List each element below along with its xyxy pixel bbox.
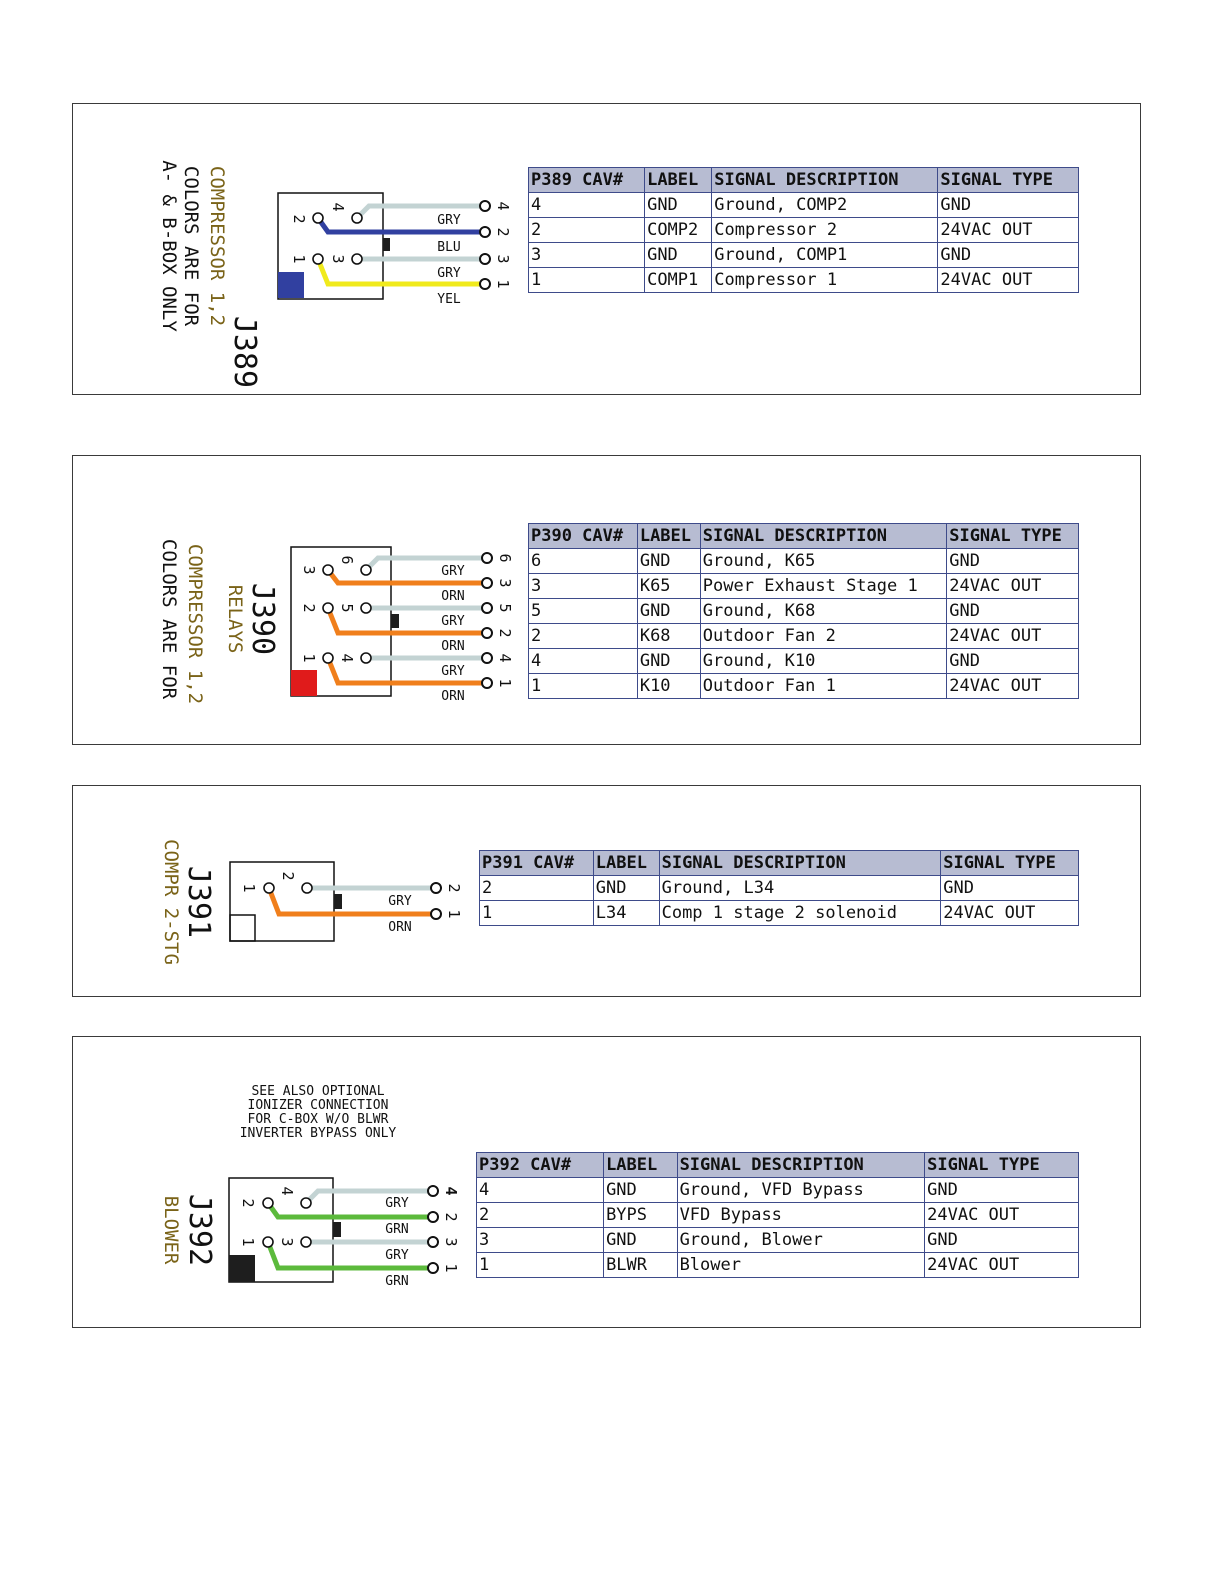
cell-cavity: 3 bbox=[529, 574, 638, 599]
cavity-number: 2 bbox=[279, 871, 297, 881]
cell-type: 24VAC OUT bbox=[947, 574, 1079, 599]
connector-key-marker bbox=[291, 670, 317, 696]
cell-label: BLWR bbox=[604, 1253, 678, 1278]
connector-key-marker bbox=[230, 915, 255, 941]
cavity-2 bbox=[313, 213, 323, 223]
connector-panel-j389 bbox=[72, 103, 1141, 395]
cavity-4 bbox=[352, 213, 362, 223]
cell-type: GND bbox=[947, 599, 1079, 624]
terminal-number: 6 bbox=[496, 553, 514, 563]
cell-cavity: 6 bbox=[529, 549, 638, 574]
table-row bbox=[529, 243, 1079, 268]
cell-label: COMP2 bbox=[645, 218, 712, 243]
connector-panel-j390 bbox=[72, 455, 1141, 745]
header-type: SIGNAL TYPE bbox=[941, 851, 1079, 876]
connector-title: J392 bbox=[182, 1193, 217, 1267]
cavity-2 bbox=[263, 1198, 273, 1208]
wire-terminal bbox=[482, 553, 492, 563]
wire-terminal bbox=[480, 227, 490, 237]
cell-cavity: 2 bbox=[529, 218, 645, 243]
connector-subtitle: RELAYS bbox=[224, 584, 246, 654]
wire-terminal bbox=[431, 909, 441, 919]
wire-gry bbox=[357, 206, 481, 218]
pinout-table-p392 bbox=[476, 1152, 1079, 1278]
cavity-2 bbox=[302, 883, 312, 893]
header-cavity: P390 CAV# bbox=[529, 524, 638, 549]
cell-type: GND bbox=[938, 193, 1079, 218]
cell-description: Comp 1 stage 2 solenoid bbox=[659, 901, 941, 926]
terminal-number: 5 bbox=[496, 603, 514, 613]
see-also-line: INVERTER BYPASS ONLY bbox=[239, 1126, 397, 1141]
see-also-line: SEE ALSO OPTIONAL bbox=[251, 1084, 385, 1099]
wire-label: GRY bbox=[441, 614, 465, 629]
header-description: SIGNAL DESCRIPTION bbox=[700, 524, 946, 549]
cell-type: 24VAC OUT bbox=[947, 674, 1079, 699]
cell-cavity: 1 bbox=[480, 901, 594, 926]
terminal-number: 3 bbox=[442, 1237, 460, 1247]
table-row bbox=[529, 574, 1079, 599]
terminal-number: 1 bbox=[445, 909, 463, 919]
cell-label: K10 bbox=[637, 674, 700, 699]
connector-panel-j391 bbox=[72, 785, 1141, 997]
cell-description: Ground, L34 bbox=[659, 876, 941, 901]
cell-description: VFD Bypass bbox=[677, 1203, 925, 1228]
pinout-table-p389 bbox=[528, 167, 1079, 293]
cavity-number: 4 bbox=[278, 1186, 296, 1196]
wire-label: GRY bbox=[441, 564, 465, 579]
cell-label: K65 bbox=[637, 574, 700, 599]
cavity-number: 1 bbox=[239, 1237, 257, 1247]
cell-description: Ground, K68 bbox=[700, 599, 946, 624]
cell-description: Outdoor Fan 1 bbox=[700, 674, 946, 699]
cell-description: Ground, COMP1 bbox=[712, 243, 938, 268]
cell-type: 24VAC OUT bbox=[925, 1203, 1079, 1228]
cavity-3 bbox=[301, 1237, 311, 1247]
cell-label: GND bbox=[604, 1178, 678, 1203]
header-cavity: P392 CAV# bbox=[477, 1153, 604, 1178]
cell-type: GND bbox=[947, 549, 1079, 574]
table-header-row bbox=[529, 524, 1079, 549]
connector-note: A- & B-BOX ONLY bbox=[158, 160, 180, 332]
cell-label: GND bbox=[637, 549, 700, 574]
cavity-number: 3 bbox=[300, 565, 318, 575]
cavity-1 bbox=[323, 653, 333, 663]
terminal-number: 2 bbox=[496, 628, 514, 638]
connector-title: J389 bbox=[227, 315, 262, 389]
cell-cavity: 4 bbox=[529, 649, 638, 674]
table-row bbox=[529, 649, 1079, 674]
connector-subtitle: BLOWER bbox=[160, 1195, 182, 1265]
cell-type: 24VAC OUT bbox=[938, 218, 1079, 243]
wire-label: GRY bbox=[437, 266, 461, 281]
connector-subtitle: COMPR 2-STG bbox=[160, 839, 182, 965]
terminal-number: 2 bbox=[442, 1212, 460, 1222]
terminal-number: 3 bbox=[496, 578, 514, 588]
cell-cavity: 1 bbox=[529, 674, 638, 699]
table-row bbox=[480, 901, 1079, 926]
connector-title: J390 bbox=[245, 582, 280, 656]
wire-label: GRN bbox=[385, 1222, 409, 1237]
cell-type: 24VAC OUT bbox=[947, 624, 1079, 649]
connector-latch bbox=[333, 1222, 341, 1237]
wire-gry bbox=[366, 558, 483, 570]
wire-label: GRY bbox=[385, 1248, 409, 1263]
pinout-table-p390 bbox=[528, 523, 1079, 699]
cell-description: Ground, COMP2 bbox=[712, 193, 938, 218]
wire-terminal bbox=[482, 578, 492, 588]
wire-label: GRY bbox=[437, 213, 461, 228]
table-row bbox=[529, 549, 1079, 574]
table-header-row bbox=[477, 1153, 1079, 1178]
cell-label: GND bbox=[604, 1228, 678, 1253]
cell-cavity: 1 bbox=[529, 268, 645, 293]
header-cavity: P391 CAV# bbox=[480, 851, 594, 876]
cell-label: L34 bbox=[593, 901, 659, 926]
cell-description: Compressor 1 bbox=[712, 268, 938, 293]
cell-type: GND bbox=[938, 243, 1079, 268]
wire-label: ORN bbox=[441, 589, 465, 604]
cell-label: GND bbox=[637, 649, 700, 674]
wire-terminal bbox=[482, 628, 492, 638]
cavity-5 bbox=[361, 603, 371, 613]
terminal-number: 1 bbox=[496, 678, 514, 688]
terminal-number: 4 bbox=[442, 1186, 460, 1196]
terminal-number: 3 bbox=[494, 254, 512, 264]
table-row bbox=[477, 1228, 1079, 1253]
header-description: SIGNAL DESCRIPTION bbox=[677, 1153, 925, 1178]
cell-label: GND bbox=[645, 243, 712, 268]
see-also-line: IONIZER CONNECTION bbox=[247, 1098, 389, 1113]
table-row bbox=[477, 1253, 1079, 1278]
wire-terminal bbox=[480, 254, 490, 264]
cavity-number: 1 bbox=[300, 653, 318, 663]
table-row bbox=[477, 1178, 1079, 1203]
terminal-number: 4 bbox=[496, 653, 514, 663]
connector-title: J391 bbox=[181, 865, 216, 939]
connector-latch bbox=[391, 614, 399, 628]
wire-terminal bbox=[431, 883, 441, 893]
cavity-number: 1 bbox=[290, 254, 308, 264]
cell-description: Power Exhaust Stage 1 bbox=[700, 574, 946, 599]
cavity-number: 2 bbox=[300, 603, 318, 613]
wire-label: GRY bbox=[385, 1196, 409, 1211]
cavity-number: 5 bbox=[338, 603, 356, 613]
table-row bbox=[529, 193, 1079, 218]
cell-cavity: 2 bbox=[529, 624, 638, 649]
cell-type: GND bbox=[947, 649, 1079, 674]
cavity-4 bbox=[361, 653, 371, 663]
cell-cavity: 2 bbox=[480, 876, 594, 901]
terminal-number: 2 bbox=[445, 883, 463, 893]
wire-label: ORN bbox=[388, 920, 412, 935]
connector-panel-j392 bbox=[72, 1036, 1141, 1328]
cell-cavity: 1 bbox=[477, 1253, 604, 1278]
cell-label: BYPS bbox=[604, 1203, 678, 1228]
cavity-number: 1 bbox=[240, 883, 258, 893]
wire-terminal bbox=[428, 1263, 438, 1273]
cell-cavity: 3 bbox=[477, 1228, 604, 1253]
wire-label: BLU bbox=[437, 240, 461, 255]
cavity-3 bbox=[323, 565, 333, 575]
cell-type: GND bbox=[925, 1178, 1079, 1203]
cavity-number: 2 bbox=[290, 214, 308, 224]
wire-terminal bbox=[482, 678, 492, 688]
table-row bbox=[529, 624, 1079, 649]
cell-description: Ground, K65 bbox=[700, 549, 946, 574]
wire-terminal bbox=[428, 1186, 438, 1196]
table-header-row bbox=[529, 168, 1079, 193]
wire-label: ORN bbox=[441, 639, 465, 654]
header-label: LABEL bbox=[645, 168, 712, 193]
cavity-3 bbox=[352, 254, 362, 264]
cell-label: GND bbox=[645, 193, 712, 218]
terminal-number: 4 bbox=[494, 201, 512, 211]
table-header-row bbox=[480, 851, 1079, 876]
cell-label: GND bbox=[637, 599, 700, 624]
wire-label: GRY bbox=[441, 664, 465, 679]
table-row bbox=[477, 1203, 1079, 1228]
terminal-number: 2 bbox=[494, 227, 512, 237]
cell-label: GND bbox=[593, 876, 659, 901]
see-also-line: FOR C-BOX W/O BLWR bbox=[247, 1112, 389, 1127]
cell-label: K68 bbox=[637, 624, 700, 649]
wire-label: ORN bbox=[441, 689, 465, 704]
wire-gry bbox=[306, 1191, 429, 1203]
cavity-number: 3 bbox=[278, 1237, 296, 1247]
cell-type: 24VAC OUT bbox=[925, 1253, 1079, 1278]
cavity-1 bbox=[263, 1237, 273, 1247]
cavity-number: 4 bbox=[329, 202, 347, 212]
connector-key-marker bbox=[278, 272, 304, 298]
connector-subtitle: COMPRESSOR 1,2 bbox=[184, 543, 206, 705]
connector-latch bbox=[383, 238, 390, 251]
cell-type: 24VAC OUT bbox=[938, 268, 1079, 293]
cell-type: GND bbox=[941, 876, 1079, 901]
header-description: SIGNAL DESCRIPTION bbox=[712, 168, 938, 193]
header-type: SIGNAL TYPE bbox=[938, 168, 1079, 193]
pinout-table-p391 bbox=[479, 850, 1079, 926]
header-cavity: P389 CAV# bbox=[529, 168, 645, 193]
header-label: LABEL bbox=[593, 851, 659, 876]
cavity-number: 3 bbox=[329, 254, 347, 264]
cell-cavity: 3 bbox=[529, 243, 645, 268]
wire-terminal bbox=[480, 279, 490, 289]
wire-terminal bbox=[428, 1212, 438, 1222]
cavity-1 bbox=[313, 254, 323, 264]
cavity-6 bbox=[361, 565, 371, 575]
terminal-number: 1 bbox=[442, 1263, 460, 1273]
wire-terminal bbox=[482, 603, 492, 613]
terminal-number: 1 bbox=[494, 279, 512, 289]
cell-description: Compressor 2 bbox=[712, 218, 938, 243]
cell-description: Ground, Blower bbox=[677, 1228, 925, 1253]
table-row bbox=[529, 268, 1079, 293]
cell-cavity: 4 bbox=[477, 1178, 604, 1203]
cell-description: Blower bbox=[677, 1253, 925, 1278]
wire-label: GRN bbox=[385, 1274, 409, 1289]
table-row bbox=[529, 218, 1079, 243]
wire-terminal bbox=[482, 653, 492, 663]
cell-cavity: 2 bbox=[477, 1203, 604, 1228]
cell-label: COMP1 bbox=[645, 268, 712, 293]
cell-description: Ground, VFD Bypass bbox=[677, 1178, 925, 1203]
wire-label: GRY bbox=[388, 894, 412, 909]
cavity-4 bbox=[301, 1198, 311, 1208]
table-row bbox=[529, 599, 1079, 624]
cell-type: GND bbox=[925, 1228, 1079, 1253]
wire-terminal bbox=[428, 1237, 438, 1247]
wire-label: YEL bbox=[437, 292, 461, 307]
cavity-2 bbox=[323, 603, 333, 613]
cavity-number: 4 bbox=[338, 653, 356, 663]
cell-cavity: 4 bbox=[529, 193, 645, 218]
connector-note: COLORS ARE FOR bbox=[158, 538, 180, 700]
header-type: SIGNAL TYPE bbox=[947, 524, 1079, 549]
header-label: LABEL bbox=[604, 1153, 678, 1178]
cell-description: Outdoor Fan 2 bbox=[700, 624, 946, 649]
connector-subtitle: COMPRESSOR 1,2 bbox=[206, 165, 228, 327]
cell-cavity: 5 bbox=[529, 599, 638, 624]
cell-description: Ground, K10 bbox=[700, 649, 946, 674]
cell-type: 24VAC OUT bbox=[941, 901, 1079, 926]
cavity-number: 2 bbox=[239, 1198, 257, 1208]
connector-note: COLORS ARE FOR bbox=[180, 165, 202, 327]
cavity-1 bbox=[264, 883, 274, 893]
header-label: LABEL bbox=[637, 524, 700, 549]
table-row bbox=[480, 876, 1079, 901]
connector-key-marker bbox=[229, 1255, 255, 1282]
connector-latch bbox=[334, 894, 342, 909]
header-type: SIGNAL TYPE bbox=[925, 1153, 1079, 1178]
cavity-number: 6 bbox=[338, 555, 356, 565]
wire-terminal bbox=[480, 201, 490, 211]
table-row bbox=[529, 674, 1079, 699]
header-description: SIGNAL DESCRIPTION bbox=[659, 851, 941, 876]
